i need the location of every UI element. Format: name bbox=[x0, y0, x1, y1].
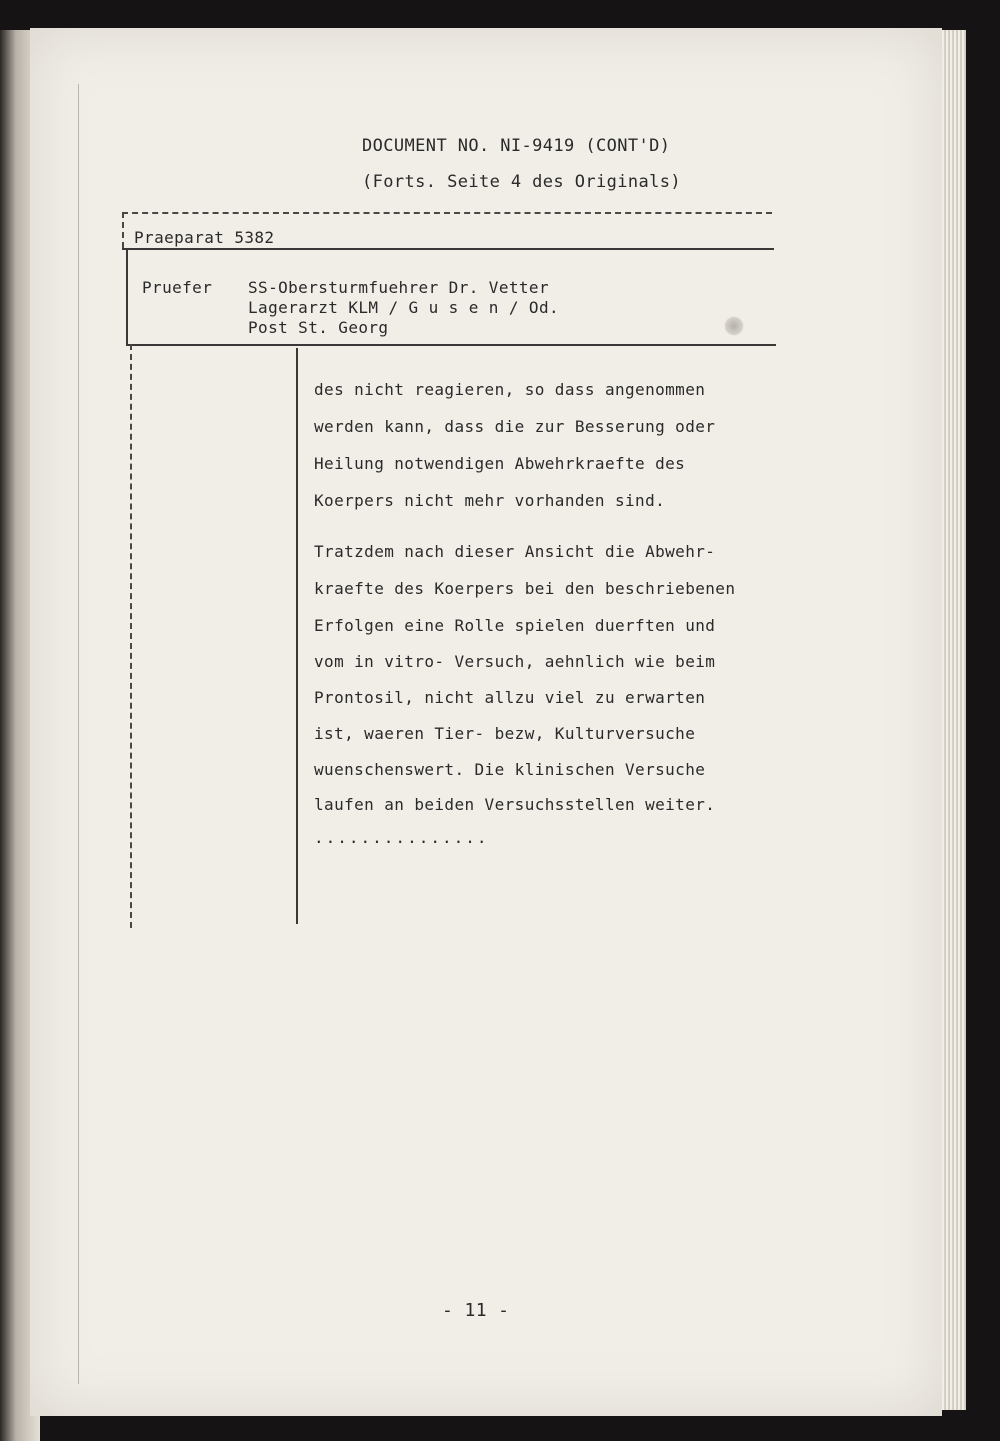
paragraph1-line-3: Heilung notwendigen Abwehrkraefte des bbox=[314, 454, 686, 473]
paragraph1-line-1: des nicht reagieren, so dass angenommen bbox=[314, 380, 706, 399]
paragraph2-line-2: kraefte des Koerpers bei den beschriebenen bbox=[314, 579, 736, 598]
table-left-rule-mid bbox=[126, 248, 128, 344]
paragraph2-line-7: wuenschenswert. Die klinischen Versuche bbox=[314, 760, 706, 779]
document-number-header: DOCUMENT NO. NI-9419 (CONT'D) bbox=[362, 136, 671, 156]
paragraph2-line-4: vom in vitro- Versuch, aehnlich wie beim bbox=[314, 652, 716, 671]
pruefer-line-3: Post St. Georg bbox=[248, 318, 389, 337]
paragraph1-line-4: Koerpers nicht mehr vorhanden sind. bbox=[314, 491, 666, 510]
table-rule-3 bbox=[126, 344, 776, 346]
pruefer-line-2: Lagerarzt KLM / G u s e n / Od. bbox=[248, 298, 560, 317]
praeparat-label: Praeparat 5382 bbox=[134, 228, 275, 247]
paragraph2-line-1: Tratzdem nach dieser Ansicht die Abwehr- bbox=[314, 542, 716, 561]
table-left-rule-top bbox=[122, 212, 124, 248]
paragraph2-line-8: laufen an beiden Versuchsstellen weiter. bbox=[314, 795, 716, 814]
paragraph2-line-6: ist, waeren Tier- bezw, Kulturversuche bbox=[314, 724, 696, 743]
table-top-rule bbox=[122, 212, 772, 214]
ellipsis-dots: ............... bbox=[314, 828, 489, 847]
pruefer-label: Pruefer bbox=[142, 278, 213, 297]
paragraph1-line-2: werden kann, dass die zur Besserung oder bbox=[314, 417, 716, 436]
paragraph2-line-3: Erfolgen eine Rolle spielen duerften und bbox=[314, 616, 716, 635]
stamp-mark bbox=[724, 316, 744, 336]
pruefer-line-1: SS-Obersturmfuehrer Dr. Vetter bbox=[248, 278, 549, 297]
table-column-rule bbox=[296, 348, 298, 924]
document-page bbox=[30, 28, 942, 1416]
page-number: - 11 - bbox=[442, 1300, 510, 1321]
table-left-rule-bottom bbox=[130, 344, 132, 928]
table-rule-2 bbox=[122, 248, 774, 250]
paragraph2-line-5: Prontosil, nicht allzu viel zu erwarten bbox=[314, 688, 706, 707]
margin-line bbox=[78, 84, 79, 1384]
source-page-subheader: (Forts. Seite 4 des Originals) bbox=[362, 172, 682, 192]
